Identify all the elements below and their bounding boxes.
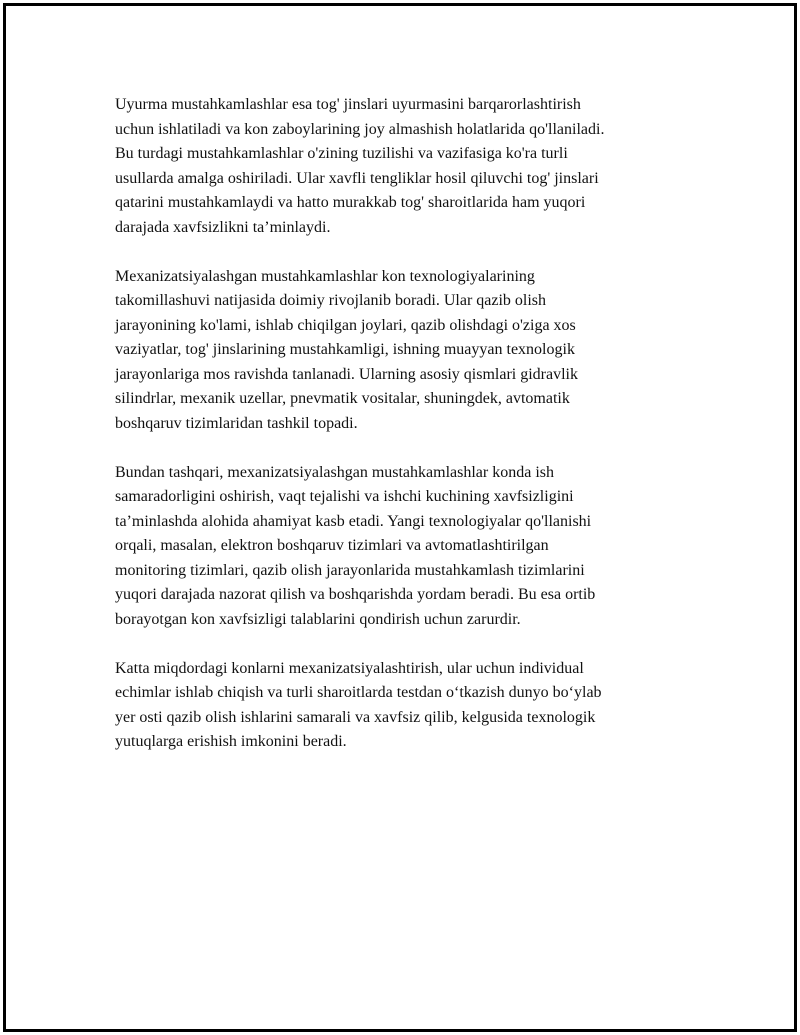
text-line: jarayonlariga mos ravishda tanlanadi. Ularning asosiy qismlari gidravlik bbox=[115, 365, 578, 383]
text-line: silindrlar, mexanik uzellar, pnevmatik vositalar, shuningdek, avtomatik bbox=[115, 390, 570, 407]
paragraph-2 bbox=[115, 265, 705, 437]
text-line: Mexanizatsiyalashgan mustahkamlashlar kon texnologiyalarining bbox=[115, 267, 535, 285]
text-line: borayotgan kon xavfsizligi talablarini qondirish uchun zarurdir. bbox=[115, 610, 521, 628]
paragraph-4 bbox=[115, 657, 705, 755]
text-line: Uyurma mustahkamlashlar esa tog' jinslari uyurmasini barqarorlashtirish bbox=[115, 96, 581, 113]
text-line: ta’minlashda alohida ahamiyat kasb etadi. Yangi texnologiyalar qo'llanishi bbox=[115, 512, 592, 530]
text-line: monitoring tizimlari, qazib olish jarayonlarida mustahkamlash tizimlarini bbox=[115, 561, 585, 579]
text-line: orqali, masalan, elektron boshqaruv tizimlari va avtomatlashtirilgan bbox=[115, 537, 549, 554]
document-body bbox=[115, 93, 705, 755]
text-line: Bundan tashqari, mexanizatsiyalashgan mustahkamlashlar konda ish bbox=[115, 463, 554, 481]
paragraph-3 bbox=[115, 461, 705, 633]
text-line: Bu turdagi mustahkamlashlar o'zining tuzilishi va vazifasiga ko'ra turli bbox=[115, 145, 568, 162]
text-line: takomillashuvi natijasida doimiy rivojlanib boradi. Ular qazib olish bbox=[115, 292, 547, 309]
text-line: jarayonining ko'lami, ishlab chiqilgan joylari, qazib olishdagi o'ziga xos bbox=[115, 316, 576, 334]
text-line: Katta miqdordagi konlarni mexanizatsiyalashtirish, ular uchun individual bbox=[115, 659, 584, 677]
paragraph-1 bbox=[115, 93, 705, 240]
text-line: vaziyatlar, tog' jinslarining mustahkamligi, ishning muayyan texnologik bbox=[115, 341, 575, 358]
text-line: yer osti qazib olish ishlarini samarali va xavfsiz qilib, kelgusida texnologik bbox=[115, 708, 596, 726]
text-line: yuqori darajada nazorat qilish va boshqarishda yordam beradi. Bu esa ortib bbox=[115, 586, 596, 603]
text-line: uchun ishlatiladi va kon zaboylarining joy almashish holatlarida qo'llaniladi. bbox=[115, 120, 605, 138]
text-line: yutuqlarga erishish imkonini beradi. bbox=[115, 733, 347, 750]
text-line: echimlar ishlab chiqish va turli sharoitlarda testdan o‘tkazish dunyo bo‘ylab bbox=[115, 684, 602, 701]
text-line: samaradorligini oshirish, vaqt tejalishi va ishchi kuchining xavfsizligini bbox=[115, 488, 574, 505]
text-line: usullarda amalga oshiriladi. Ular xavfli tengliklar hosil qiluvchi tog' jinslari bbox=[115, 169, 599, 187]
text-line: qatarini mustahkamlaydi va hatto murakkab tog' sharoitlarida ham yuqori bbox=[115, 194, 586, 211]
text-line: boshqaruv tizimlaridan tashkil topadi. bbox=[115, 414, 358, 432]
text-line: darajada xavfsizlikni ta’minlaydi. bbox=[115, 218, 331, 236]
